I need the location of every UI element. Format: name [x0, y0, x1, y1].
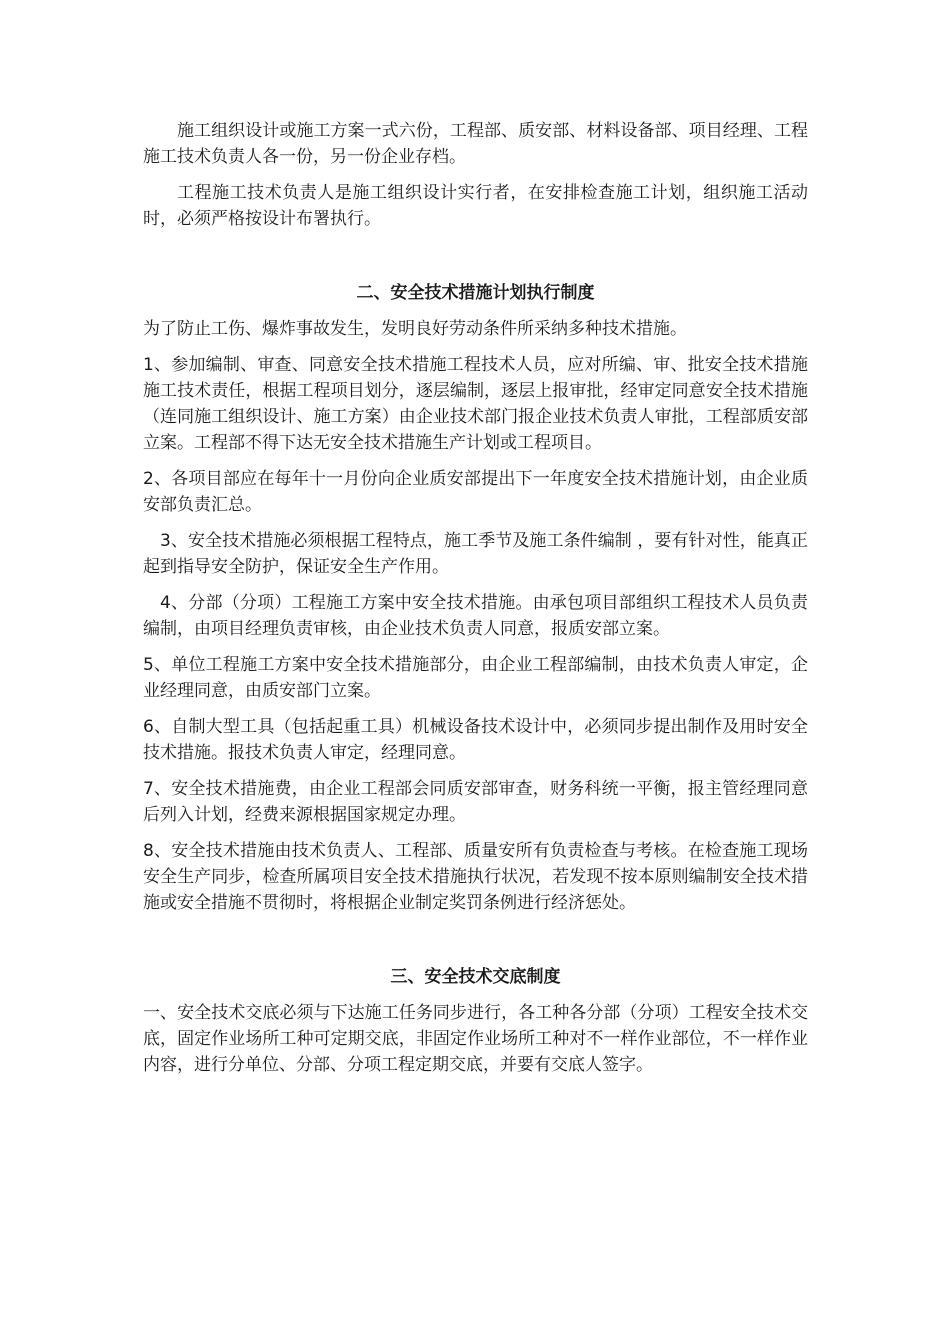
section-3-paragraph-1: 一、安全技术交底必须与下达施工任务同步进行，各工种各分部（分项）工程安全技术交底，固定作业场所工种可定期交底，非固定作业场所工种对不一样作业部位，不一样作业内容，进行分单位、分部、分项工程定期交底，并要有交底人签字。 [143, 1003, 808, 1075]
list-item: 3、安全技术措施必须根据工程特点，施工季节及施工条件编制 ，要有针对性，能真正起到指导安全防护，保证安全生产作用。 [143, 531, 808, 577]
list-item: 8、安全技术措施由技术负责人、工程部、质量安所有负责检查与考核。在检查施工现场安全生产同步，检查所属项目安全技术措施执行状况，若发现不按本原则编制安全技术措施或安全措施不贯彻时，将根据企业制定奖罚条例进行经济惩处。 [143, 841, 808, 913]
intro-paragraph-2: 工程施工技术负责人是施工组织设计实行者，在安排检查施工计划，组织施工活动时，必须严格按设计布署执行。 [143, 183, 808, 229]
list-item: 4、分部（分项）工程施工方案中安全技术措施。由承包项目部组织工程技术人员负责编制，由项目经理负责审核，由企业技术负责人同意，报质安部立案。 [143, 593, 808, 639]
list-item: 5、单位工程施工方案中安全技术措施部分，由企业工程部编制，由技术负责人审定，企业经理同意，由质安部门立案。 [143, 655, 808, 701]
list-item: 7、安全技术措施费，由企业工程部会同质安部审查，财务科统一平衡，报主管经理同意后列入计划，经费来源根据国家规定办理。 [143, 779, 808, 825]
document-page [143, 118, 808, 1078]
section-2-lead: 为了防止工伤、爆炸事故发生，发明良好劳动条件所采纳多种技术措施。 [143, 319, 687, 339]
section-2-title: 二、安全技术措施计划执行制度 [356, 283, 595, 303]
list-item: 2、各项目部应在每年十一月份向企业质安部提出下一年度安全技术措施计划，由企业质安部负责汇总。 [143, 469, 808, 515]
intro-paragraph-1: 施工组织设计或施工方案一式六份，工程部、质安部、材料设备部、项目经理、工程施工技术负责人各一份，另一份企业存档。 [143, 121, 808, 167]
section-3-title: 三、安全技术交底制度 [390, 967, 561, 987]
list-item: 6、自制大型工具（包括起重工具）机械设备技术设计中，必须同步提出制作及用时安全技术措施。报技术负责人审定，经理同意。 [143, 717, 808, 763]
list-item: 1、参加编制、审查、同意安全技术措施工程技术人员，应对所编、审、批安全技术措施施工技术责任，根据工程项目划分，逐层编制，逐层上报审批，经审定同意安全技术措施（连同施工组织设计、施工方案）由企业技术部门报企业技术负责人审批，工程部质安部立案。工程部不得下达无安全技术措施生产计划或工程项目。 [143, 355, 808, 453]
